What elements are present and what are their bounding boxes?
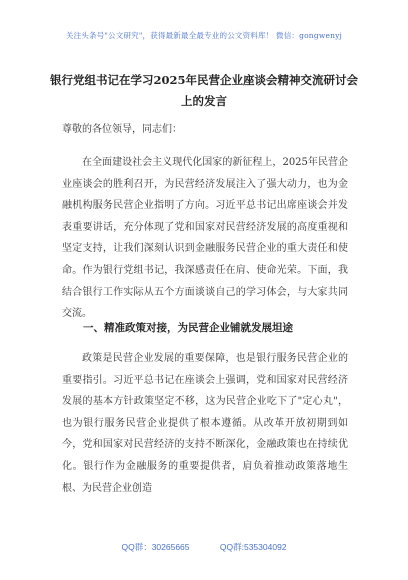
section-heading: 一、精准政策对接，为民营企业铺就发展坦途: [83, 322, 293, 334]
salutation: 尊敬的各位领导，同志们：: [62, 124, 182, 135]
header-banner: 关注头条号"公文研究"，获得最新最全最专业的公文资料库！ 微信：gongwenyj: [65, 31, 343, 40]
footer: [0, 541, 408, 553]
body-paragraph: 在全面建设社会主义现代化国家的新征程上，2025年民营企业座谈会的胜利召开，为民营经济发展注入了强大动力，也为金融机构服务民营企业指明了方向。习近平总书记出席座谈会并发表重要讲话，充分体现了党和国家对民营经济发展的高度重视和坚定支持，让我们深刻认识到金融服务民营企业的重大责任和使命。作为银行党组书记，我深感责任在肩、使命光荣。下面，我结合银行工作实际从五个方面谈谈自己的学习体会，与大家共同交流。: [62, 157, 348, 320]
footer-qq-group-1: QQ群：30265665: [121, 542, 190, 552]
document-title: 银行党组书记在学习2025年民营企业座谈会精神交流研讨会上的发言: [49, 73, 358, 108]
footer-qq-group-2: QQ群:535304092: [219, 542, 287, 552]
section-paragraph: 政策是民营企业发展的重要保障，也是银行服务民营企业的重要指引。习近平总书记在座谈会上强调，党和国家对民营经济发展的基本方针政策坚定不移，这为民营企业吃下了"定心丸"，也为银行服务民营企业提供了根本遵循。从改革开放初期到如今，党和国家对民营经济的支持不断深化，金融政策也在持续优化。银行作为金融服务的重要提供者，肩负着推动政策落地生根、为民营企业创造: [62, 353, 348, 494]
